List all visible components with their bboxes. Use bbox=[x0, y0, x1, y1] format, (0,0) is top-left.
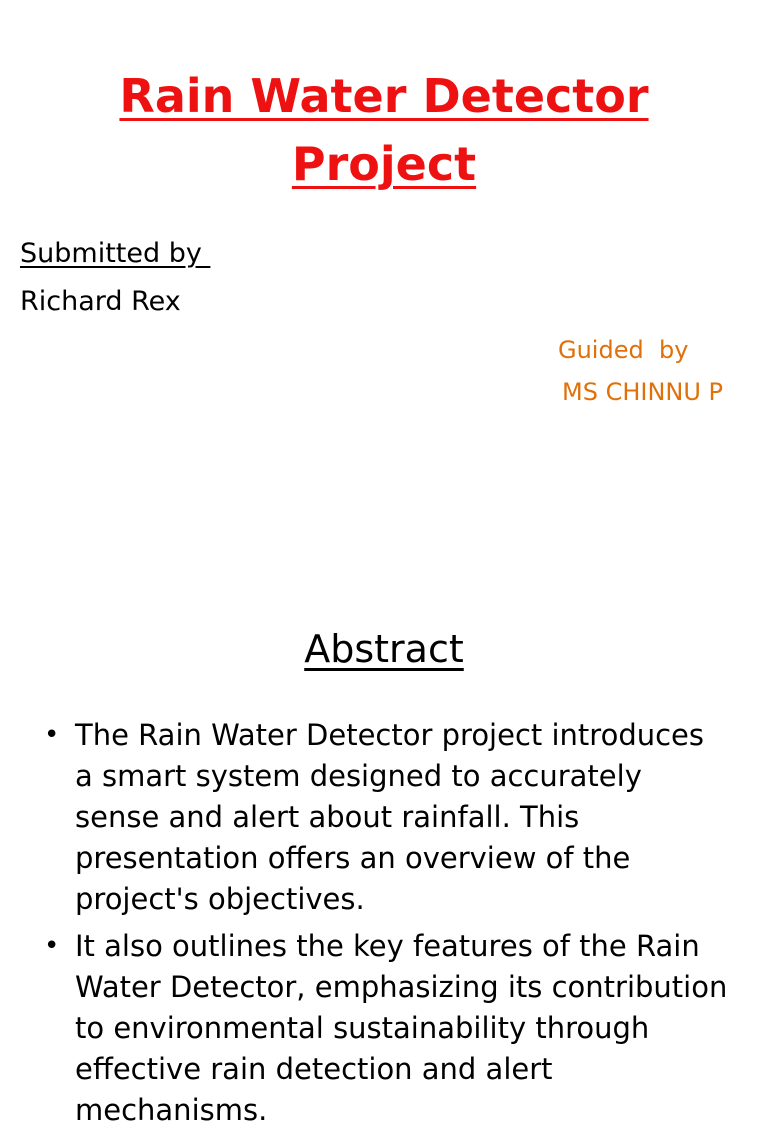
guided-by-label: Guided by bbox=[558, 336, 689, 364]
abstract-slide bbox=[0, 560, 768, 1127]
bullet-item bbox=[0, 926, 768, 1131]
bullet-text: It also outlines the key features of the Rain Water Detector, emphasizing its contribution to environmental sustainability through effective rain detection and alert mechanisms. bbox=[75, 929, 728, 1127]
abstract-bullet-list bbox=[0, 715, 768, 1137]
cover-slide bbox=[0, 0, 768, 560]
bullet-marker: • bbox=[44, 931, 60, 961]
author-name: Richard Rex bbox=[20, 286, 181, 317]
title-line-2: Project bbox=[291, 137, 477, 191]
bullet-text: The Rain Water Detector project introduces a smart system designed to accurately sense and alert about rainfall. This presentation offers an overview of the project's objectives. bbox=[75, 718, 705, 916]
bullet-marker: • bbox=[44, 720, 60, 750]
title-line-1: Rain Water Detector bbox=[119, 69, 649, 123]
guide-name: MS CHINNU P bbox=[562, 378, 724, 406]
abstract-heading: Abstract bbox=[304, 627, 464, 671]
bullet-item bbox=[0, 715, 768, 920]
submitted-by-label: Submitted by bbox=[20, 238, 211, 269]
